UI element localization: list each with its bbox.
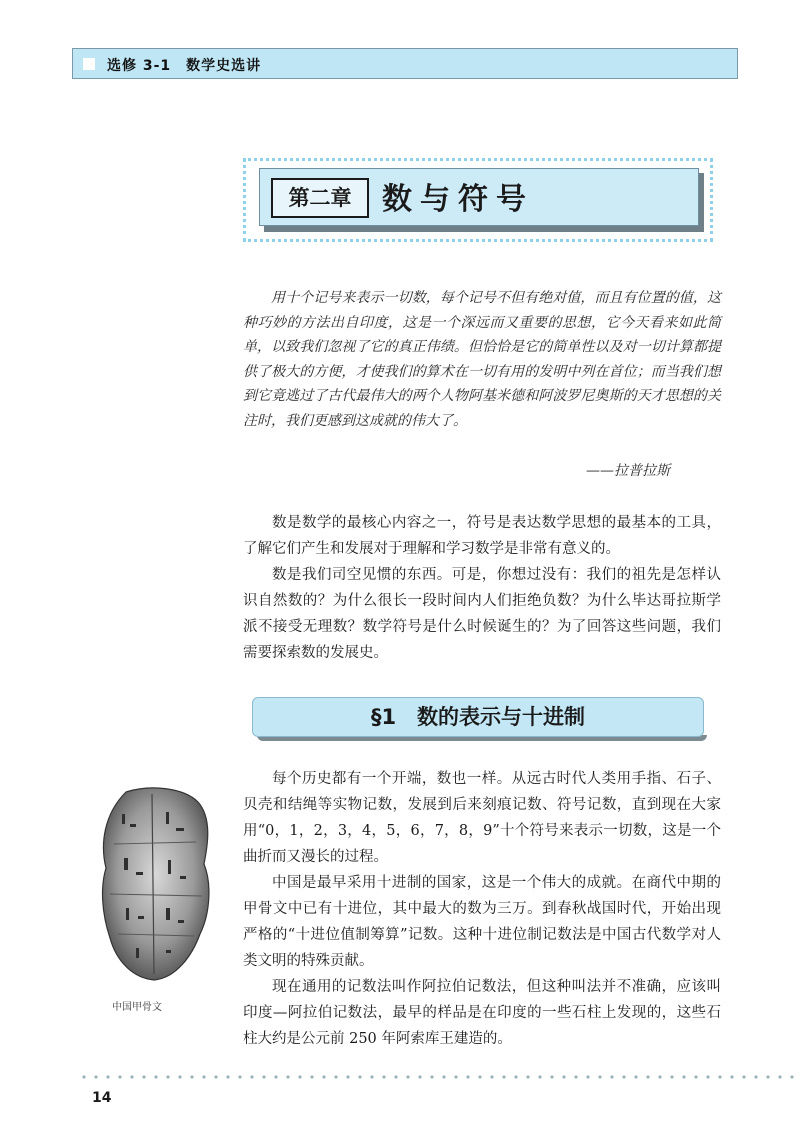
body-paragraph-2: 中国是最早采用十进制的国家，这是一个伟大的成就。在商代中期的甲骨文中已有十进位，其中最大的数为三万。到春秋战国时代，开始出现严格的“十进位值制筹算”记数。这种十进位制记数法是中国古代数学对人类文明的特殊贡献。 <box>243 875 721 969</box>
epigraph-author: ——拉普拉斯 <box>586 463 670 479</box>
footer-divider <box>78 1075 800 1079</box>
header-text: 选修 3-1 数学史选讲 <box>107 58 262 74</box>
chapter-title: 数与符号 <box>382 182 534 217</box>
oracle-bone-image <box>96 784 214 984</box>
intro-paragraph-1: 数是数学的最核心内容之一，符号是表达数学思想的最基本的工具，了解它们产生和发展对于理解和学习数学是非常有意义的。 <box>243 515 721 557</box>
intro-paragraph-2: 数是我们司空见惯的东西。可是，你想过没有：我们的祖先是怎样认识自然数的？为什么很长一段时间内人们拒绝负数？为什么毕达哥拉斯学派不接受无理数？数学符号是什么时候诞生的？为了回答这些问题，我们需要探索数的发展史。 <box>243 567 721 661</box>
chapter-intro <box>243 510 721 666</box>
epigraph-quote: 用十个记号来表示一切数，每个记号不但有绝对值，而且有位置的值，这种巧妙的方法出自印度，这是一个深远而又重要的思想，它今天看来如此简单，以致我们忽视了它的真正伟绩。但恰恰是它的简单性以及对一切计算都提供了极大的方便，才使我们的算术在一切有用的发明中列在首位；而当我们想到它竟逃过了古代最伟大的两个人物阿基米德和阿波罗尼奥斯的天才思想的关注时，我们更感到这成就的伟大了。 <box>243 290 721 429</box>
figure-caption: 中国甲骨文 <box>112 1002 162 1013</box>
chapter-label: 第二章 <box>271 178 369 218</box>
body-paragraph-3: 现在通用的记数法叫作阿拉伯记数法，但这种叫法并不准确，应该叫印度—阿拉伯记数法，最早的样品是在印度的一些石柱上发现的，这些石柱大约是公元前 250 年阿索库王建造的。 <box>243 979 721 1047</box>
chapter-shadow-side <box>699 173 704 232</box>
section-title: §1 数的表示与十进制 <box>370 705 586 729</box>
chapter-shadow <box>264 226 704 232</box>
page-number: 14 <box>92 1090 112 1106</box>
section-body <box>243 766 721 1052</box>
body-paragraph-1: 每个历史都有一个开端，数也一样。从远古时代人类用手指、石子、贝壳和结绳等实物记数，发展到后来刻痕记数、符号记数，直到现在大家用“0，1，2，3，4，5，6，7，8，9”十个符号来表示一切数，这是一个曲折而又漫长的过程。 <box>243 771 721 865</box>
header-square-icon <box>83 58 95 70</box>
running-header <box>72 48 738 79</box>
